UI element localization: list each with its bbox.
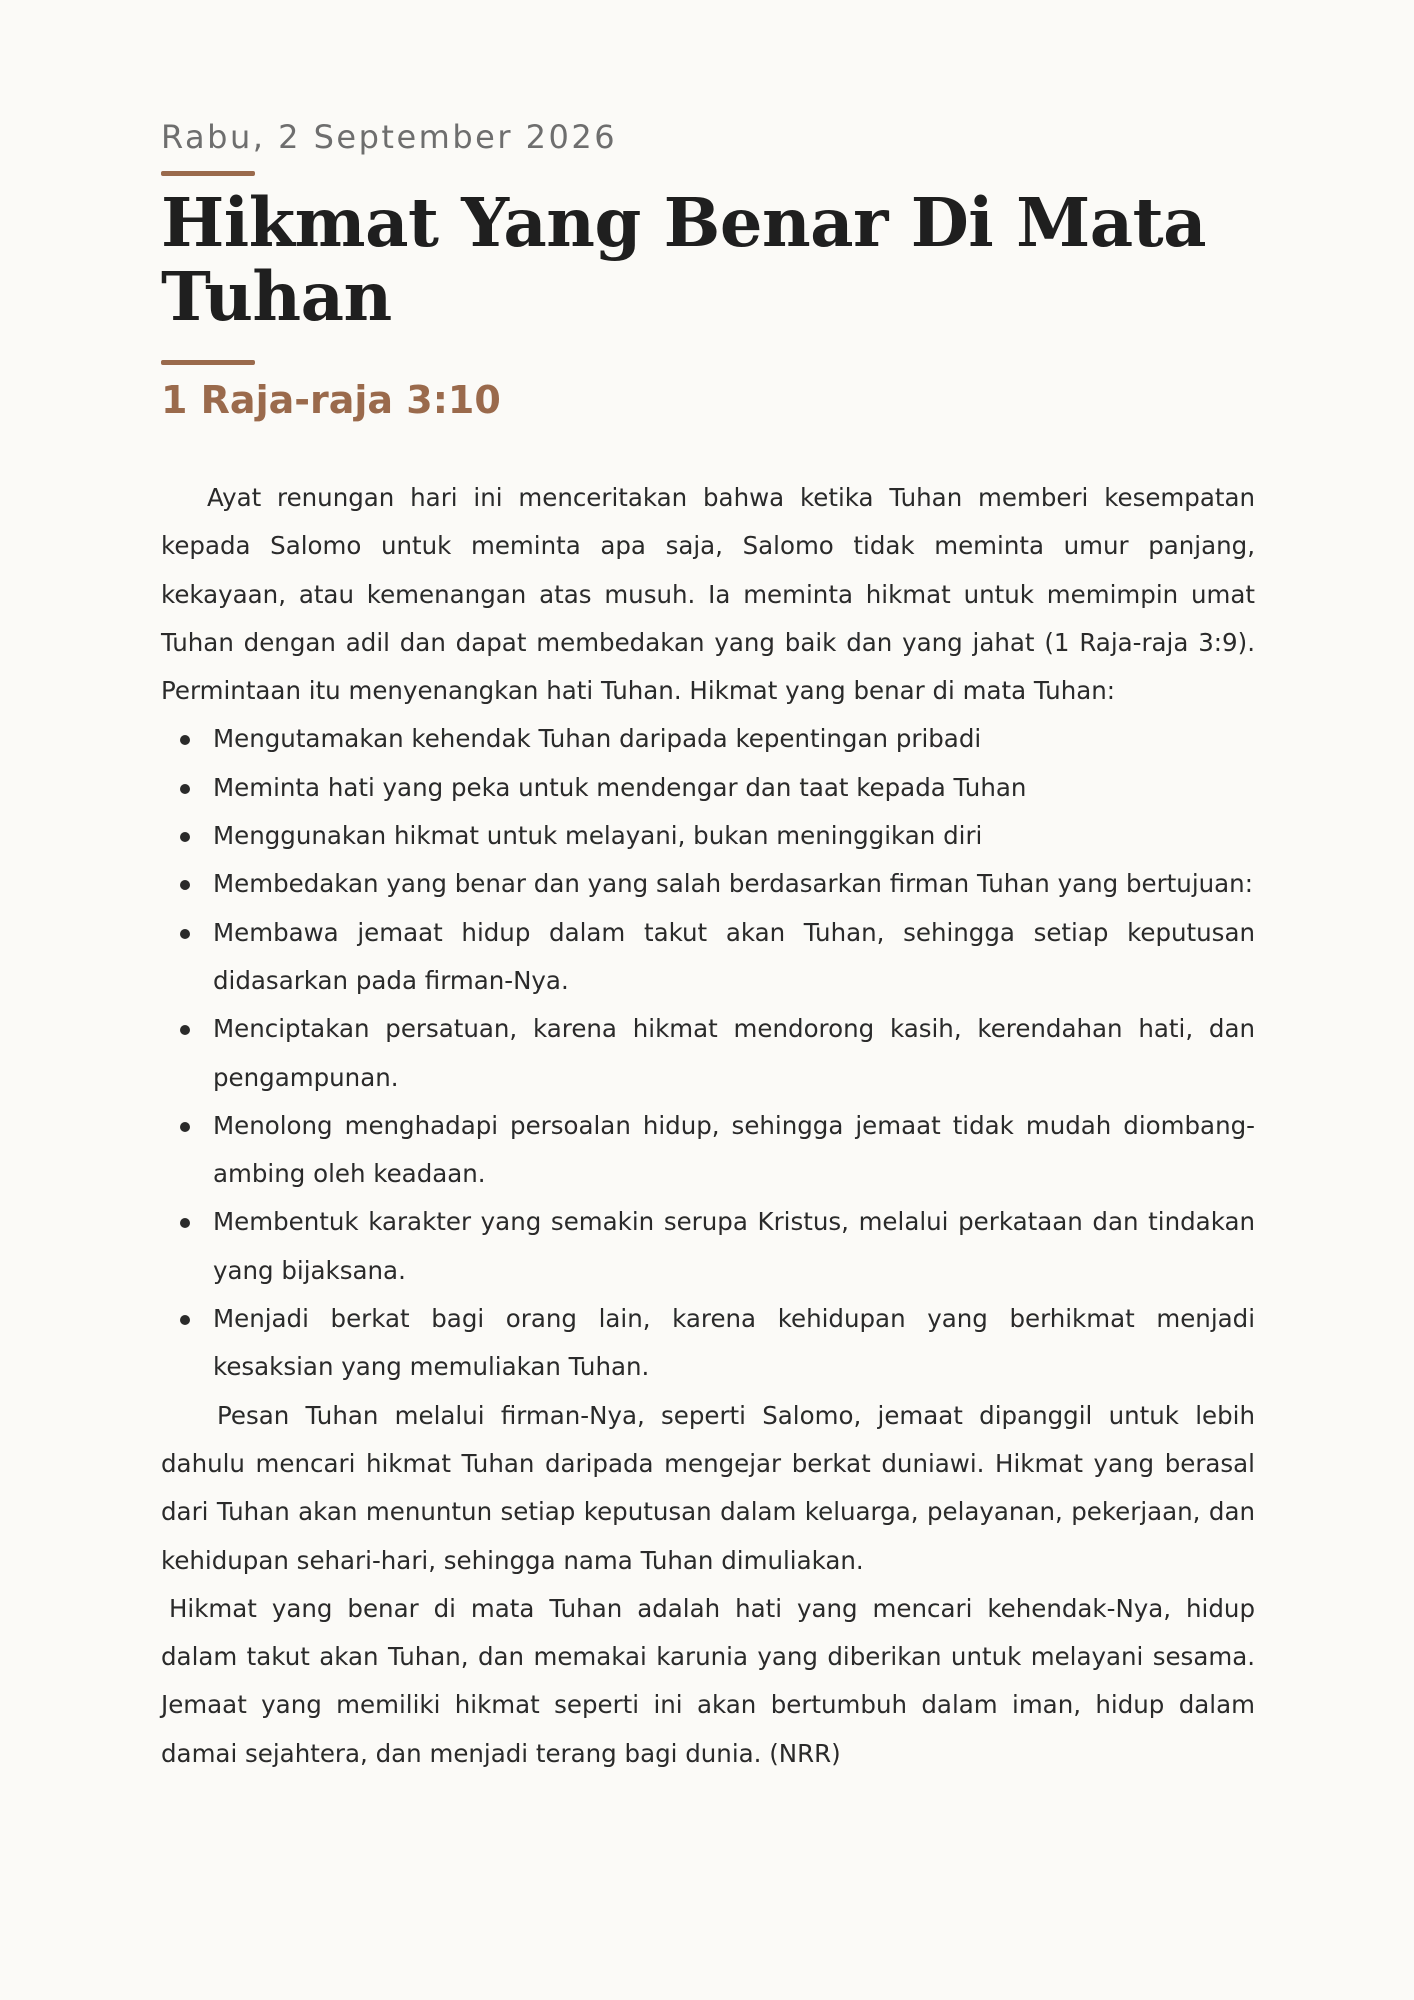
list-item [213, 1005, 1255, 1102]
closing-paragraph: Hikmat yang benar di mata Tuhan adalah hati yang mencari kehendak-Nya, hidup dalam takut akan Tuhan, dan memakai karunia yang diberikan untuk melayani sesama. Jemaat yang memiliki hikmat seperti ini akan bertumbuh dalam iman, hidup dalam damai sejahtera, dan menjadi terang bagi dunia. (NRR) [161, 1593, 1255, 1768]
bullet-icon [180, 1025, 190, 1035]
list-item-text: Menggunakan hikmat untuk melayani, bukan meninggikan diri [213, 821, 983, 851]
date-label: Rabu, 2 September 2026 [161, 118, 618, 156]
list-item [213, 1198, 1255, 1295]
list-item [213, 812, 1255, 860]
bullet-icon [180, 880, 190, 890]
wisdom-list [161, 715, 1255, 1391]
list-item [213, 860, 1255, 908]
bullet-icon [180, 929, 190, 939]
bullet-icon [180, 832, 190, 842]
list-item [213, 1102, 1255, 1199]
list-item [213, 715, 1255, 763]
page-title: Hikmat Yang Benar Di Mata Tuhan [161, 183, 1207, 336]
list-item-text: Membedakan yang benar dan yang salah berdasarkan firman Tuhan yang bertujuan: [213, 869, 1253, 899]
devotional-body [161, 474, 1255, 1778]
list-item-text: Membentuk karakter yang semakin serupa Kristus, melalui perkataan dan tindakan yang bijaksana. [213, 1207, 1255, 1285]
list-item-text: Membawa jemaat hidup dalam takut akan Tuhan, sehingga setiap keputusan didasarkan pada firman-Nya. [213, 917, 1255, 995]
verse-reference: 1 Raja-raja 3:10 [161, 378, 501, 422]
bullet-icon [180, 1122, 190, 1132]
bullet-icon [180, 784, 190, 794]
list-item-text: Meminta hati yang peka untuk mendengar dan taat kepada Tuhan [213, 772, 1027, 802]
list-item [213, 764, 1255, 812]
list-item-text: Menciptakan persatuan, karena hikmat mendorong kasih, kerendahan hati, dan pengampunan. [213, 1014, 1255, 1092]
accent-divider-bottom [161, 360, 255, 365]
list-item [213, 1295, 1255, 1392]
list-item-text: Menolong menghadapi persoalan hidup, sehingga jemaat tidak mudah diombang-ambing oleh keadaan. [213, 1110, 1255, 1189]
accent-divider-top [161, 171, 255, 176]
list-item-text: Mengutamakan kehendak Tuhan daripada kepentingan pribadi [213, 724, 982, 754]
bullet-icon [180, 1315, 190, 1325]
bullet-icon [180, 1218, 190, 1228]
message-paragraph: Pesan Tuhan melalui firman-Nya, seperti Salomo, jemaat dipanggil untuk lebih dahulu mencari hikmat Tuhan daripada mengejar berkat duniawi. Hikmat yang berasal dari Tuhan akan menuntun setiap keputusan dalam keluarga, pelayanan, pekerjaan, dan kehidupan sehari-hari, sehingga nama Tuhan dimuliakan. [161, 1400, 1255, 1575]
intro-paragraph: Ayat renungan hari ini menceritakan bahwa ketika Tuhan memberi kesempatan kepada Salomo untuk meminta apa saja, Salomo tidak meminta umur panjang, kekayaan, atau kemenangan atas musuh. Ia meminta hikmat untuk memimpin umat Tuhan dengan adil dan dapat membedakan yang baik dan yang jahat (1 Raja-raja 3:9). Permintaan itu menyenangkan hati Tuhan. Hikmat yang benar di mata Tuhan: [161, 483, 1255, 706]
list-item-text: Menjadi berkat bagi orang lain, karena kehidupan yang berhikmat menjadi kesaksian yang memuliakan Tuhan. [213, 1304, 1255, 1382]
bullet-icon [180, 735, 190, 745]
list-item [213, 909, 1255, 1006]
